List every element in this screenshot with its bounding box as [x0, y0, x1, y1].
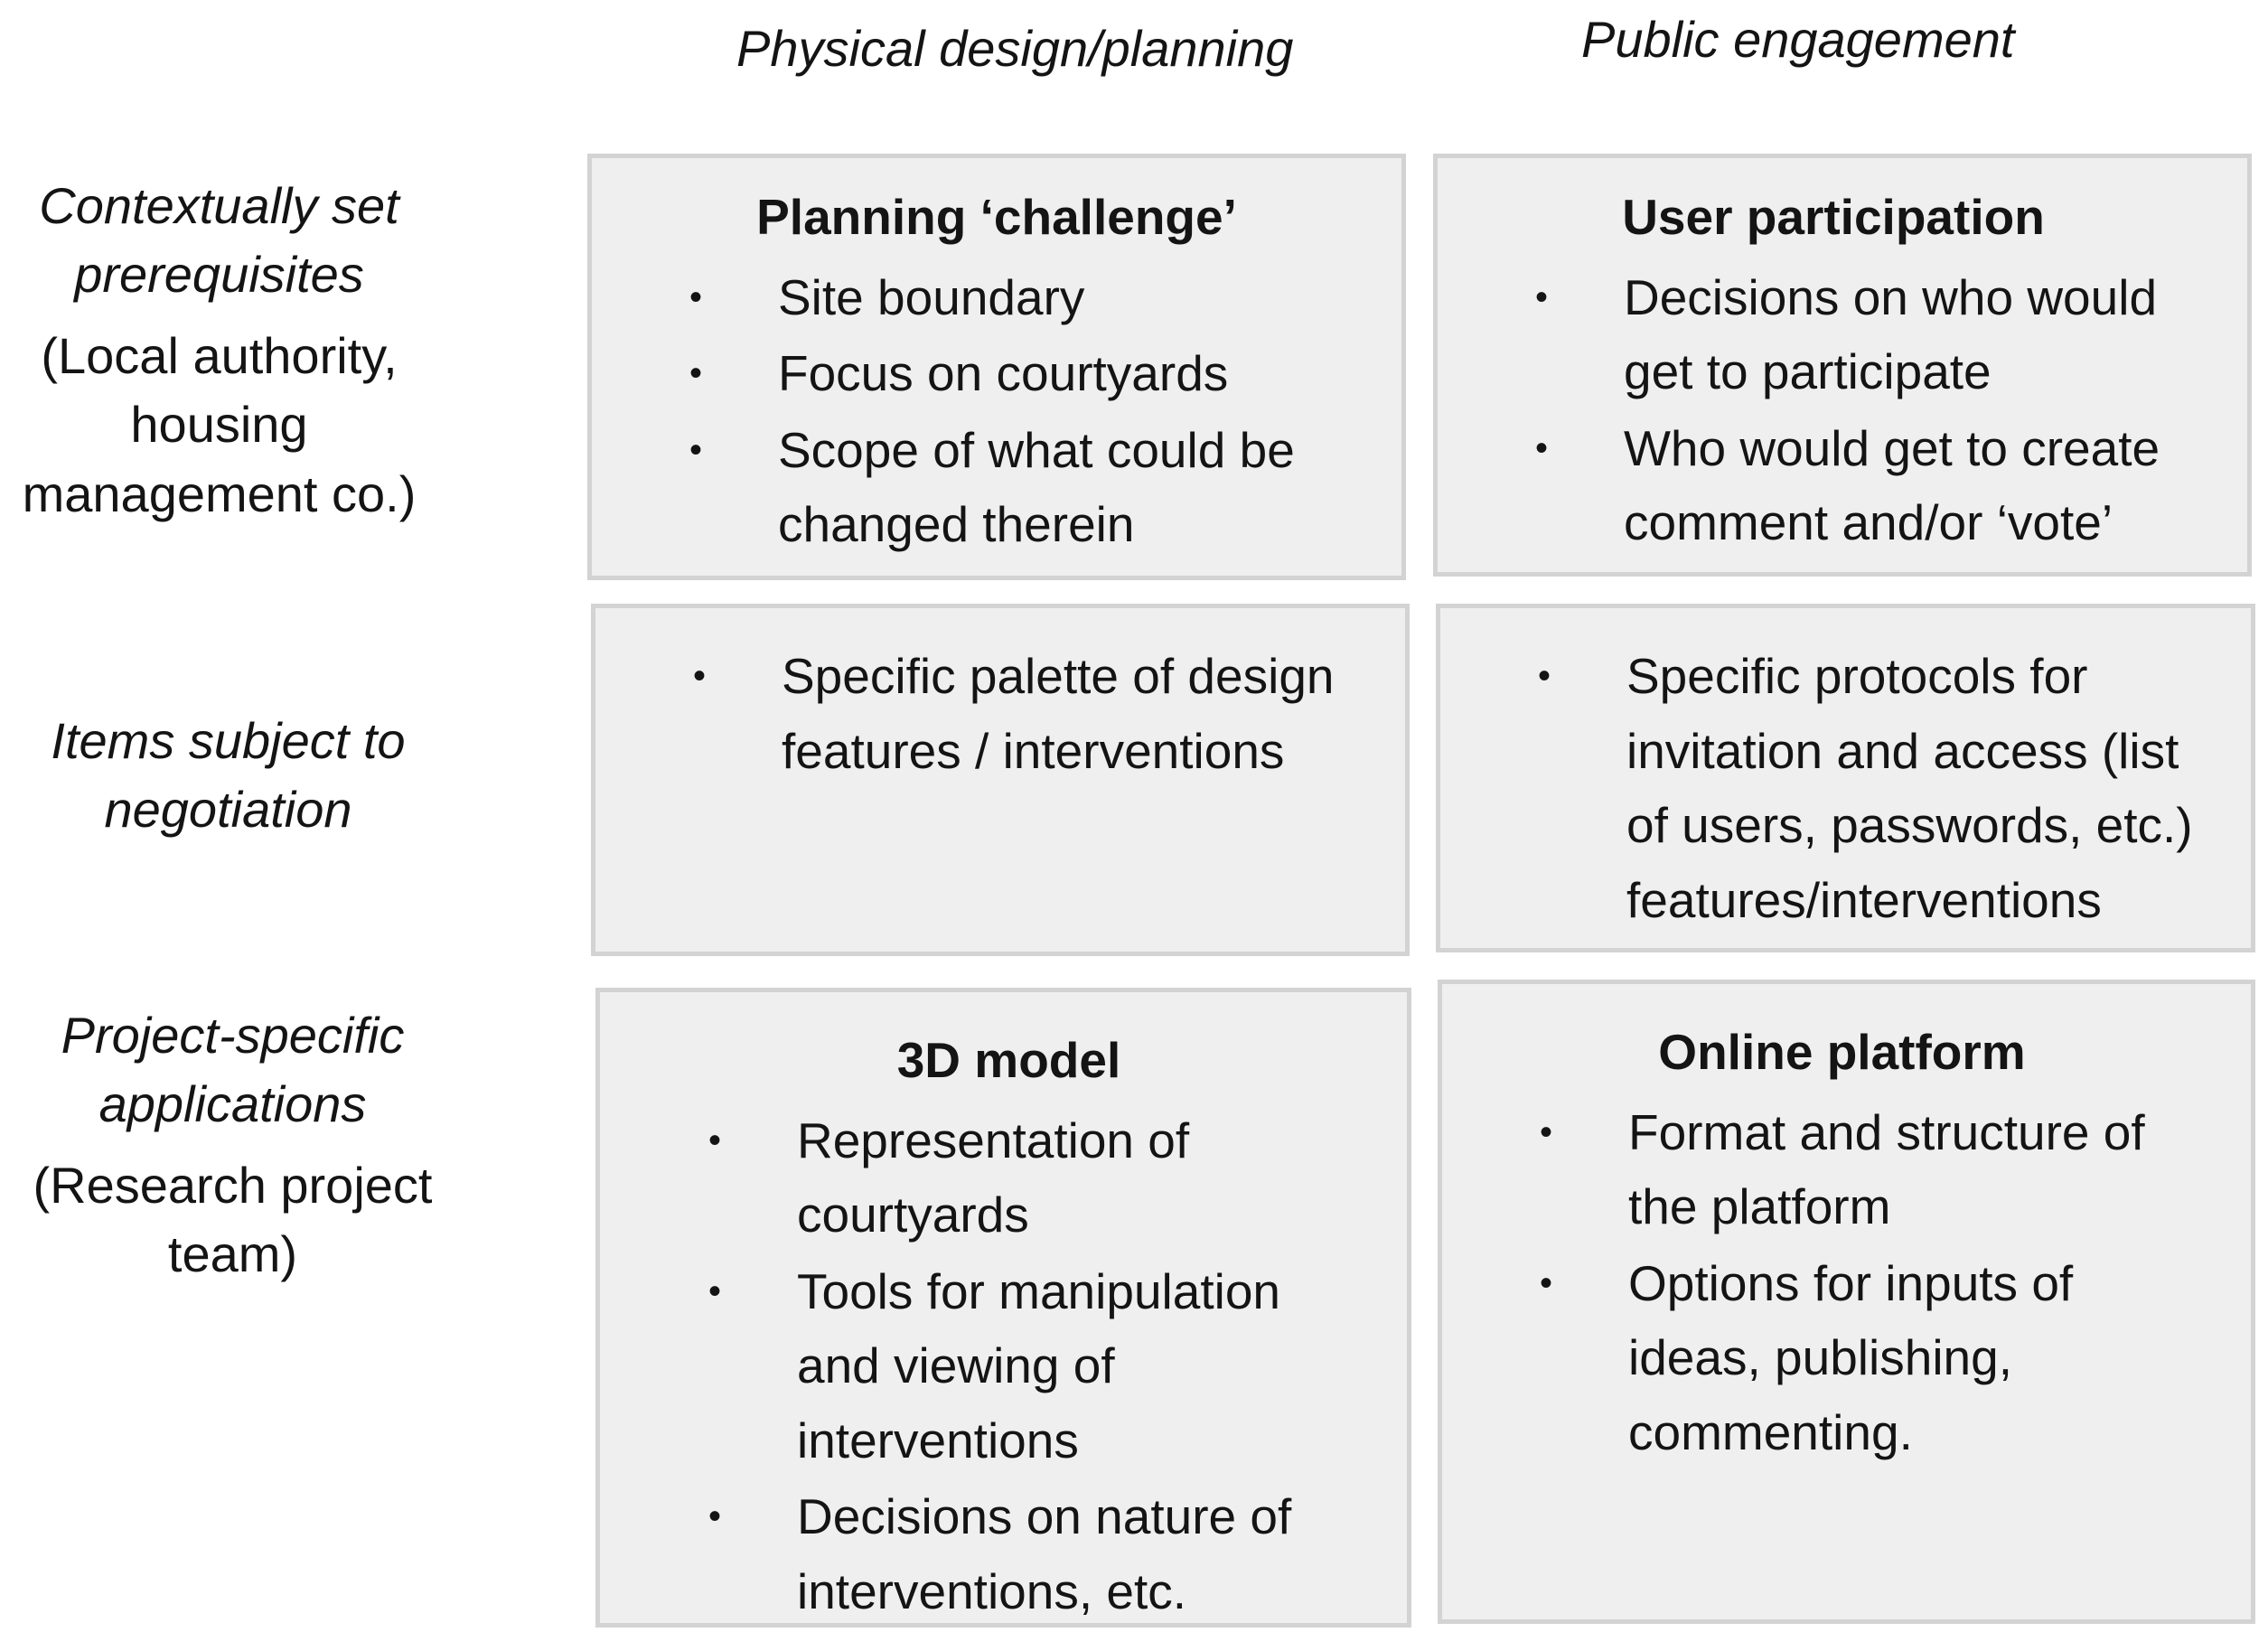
bullet-icon: •: [689, 353, 703, 393]
list-item: [628, 260, 1365, 335]
list-item-text: Specific protocols for invitation and access (list of users, passwords, etc.) features/interventions: [1626, 648, 2193, 928]
bullet-icon: •: [1538, 656, 1551, 696]
bullet-icon: •: [708, 1271, 722, 1311]
list-item: [628, 413, 1365, 562]
list-item: [628, 336, 1365, 411]
bullet-icon: •: [708, 1496, 722, 1536]
bullet-icon: •: [1540, 1112, 1553, 1152]
cell-3d-model: [595, 988, 1411, 1628]
list-item-text: Scope of what could be changed therein: [778, 421, 1295, 552]
bullet-icon: •: [708, 1120, 722, 1160]
list-item: [1478, 1095, 2206, 1244]
bullet-icon: •: [693, 656, 707, 696]
bullet-list: [628, 260, 1365, 562]
list-item-text: Tools for manipulation and viewing of interventions: [797, 1262, 1281, 1468]
bullet-icon: •: [1535, 277, 1549, 317]
list-item: [1478, 1246, 2206, 1470]
cell-title: Online platform: [1658, 1024, 2026, 1080]
list-item: [1474, 260, 2193, 409]
bullet-icon: •: [1535, 427, 1549, 468]
cell-planning-challenge: [587, 154, 1406, 580]
list-item-text: Decisions on who would get to participate: [1624, 268, 2158, 399]
row-label-title: Contextually set prerequisites: [39, 177, 399, 304]
cell-title: 3D model: [896, 1032, 1121, 1088]
list-item-text: Format and structure of the platform: [1628, 1103, 2145, 1234]
bullet-list: [1478, 1095, 2206, 1470]
cell-title: Planning ‘challenge’: [756, 189, 1237, 245]
list-item-text: Focus on courtyards: [778, 345, 1229, 401]
list-item-text: Options for inputs of ideas, publishing, commenting.: [1628, 1254, 2074, 1460]
list-item-text: Who would get to create comment and/or ‘vote’: [1624, 419, 2160, 550]
bullet-icon: •: [689, 429, 703, 470]
cell-title: User participation: [1622, 189, 2045, 245]
column-header: Physical design/planning: [736, 20, 1294, 77]
list-item: [647, 1254, 1371, 1478]
list-item-text: Decisions on nature of interventions, etc.: [797, 1488, 1292, 1619]
cell-online-platform: [1438, 980, 2255, 1624]
bullet-list: [1476, 639, 2224, 937]
list-item: [647, 1479, 1371, 1628]
row-label-title: Items subject to negotiation: [51, 712, 406, 839]
list-item-text: Specific palette of design features / interventions: [782, 648, 1335, 779]
bullet-list: [632, 639, 1369, 788]
bullet-icon: •: [1540, 1262, 1553, 1303]
list-item: [1476, 639, 2224, 937]
row-label-subtitle: (Local authority, housing management co.): [22, 327, 417, 522]
bullet-list: [1474, 260, 2193, 560]
list-item: [647, 1103, 1371, 1252]
bullet-list: [647, 1103, 1371, 1629]
row-label: [0, 707, 456, 844]
cell-design-palette: [591, 604, 1410, 956]
row-label: [0, 1001, 465, 1290]
column-header: Public engagement: [1581, 11, 2015, 68]
cell-user-participation: [1433, 154, 2252, 577]
cell-access-protocols: [1436, 604, 2255, 952]
list-item-text: Representation of courtyards: [797, 1112, 1190, 1243]
row-label-subtitle: (Research project team): [33, 1157, 433, 1283]
list-item: [632, 639, 1369, 788]
list-item-text: Site boundary: [778, 268, 1085, 325]
list-item: [1474, 411, 2193, 560]
row-label: [0, 172, 438, 529]
bullet-icon: •: [689, 277, 703, 317]
row-label-title: Project-specific applications: [61, 1007, 405, 1133]
